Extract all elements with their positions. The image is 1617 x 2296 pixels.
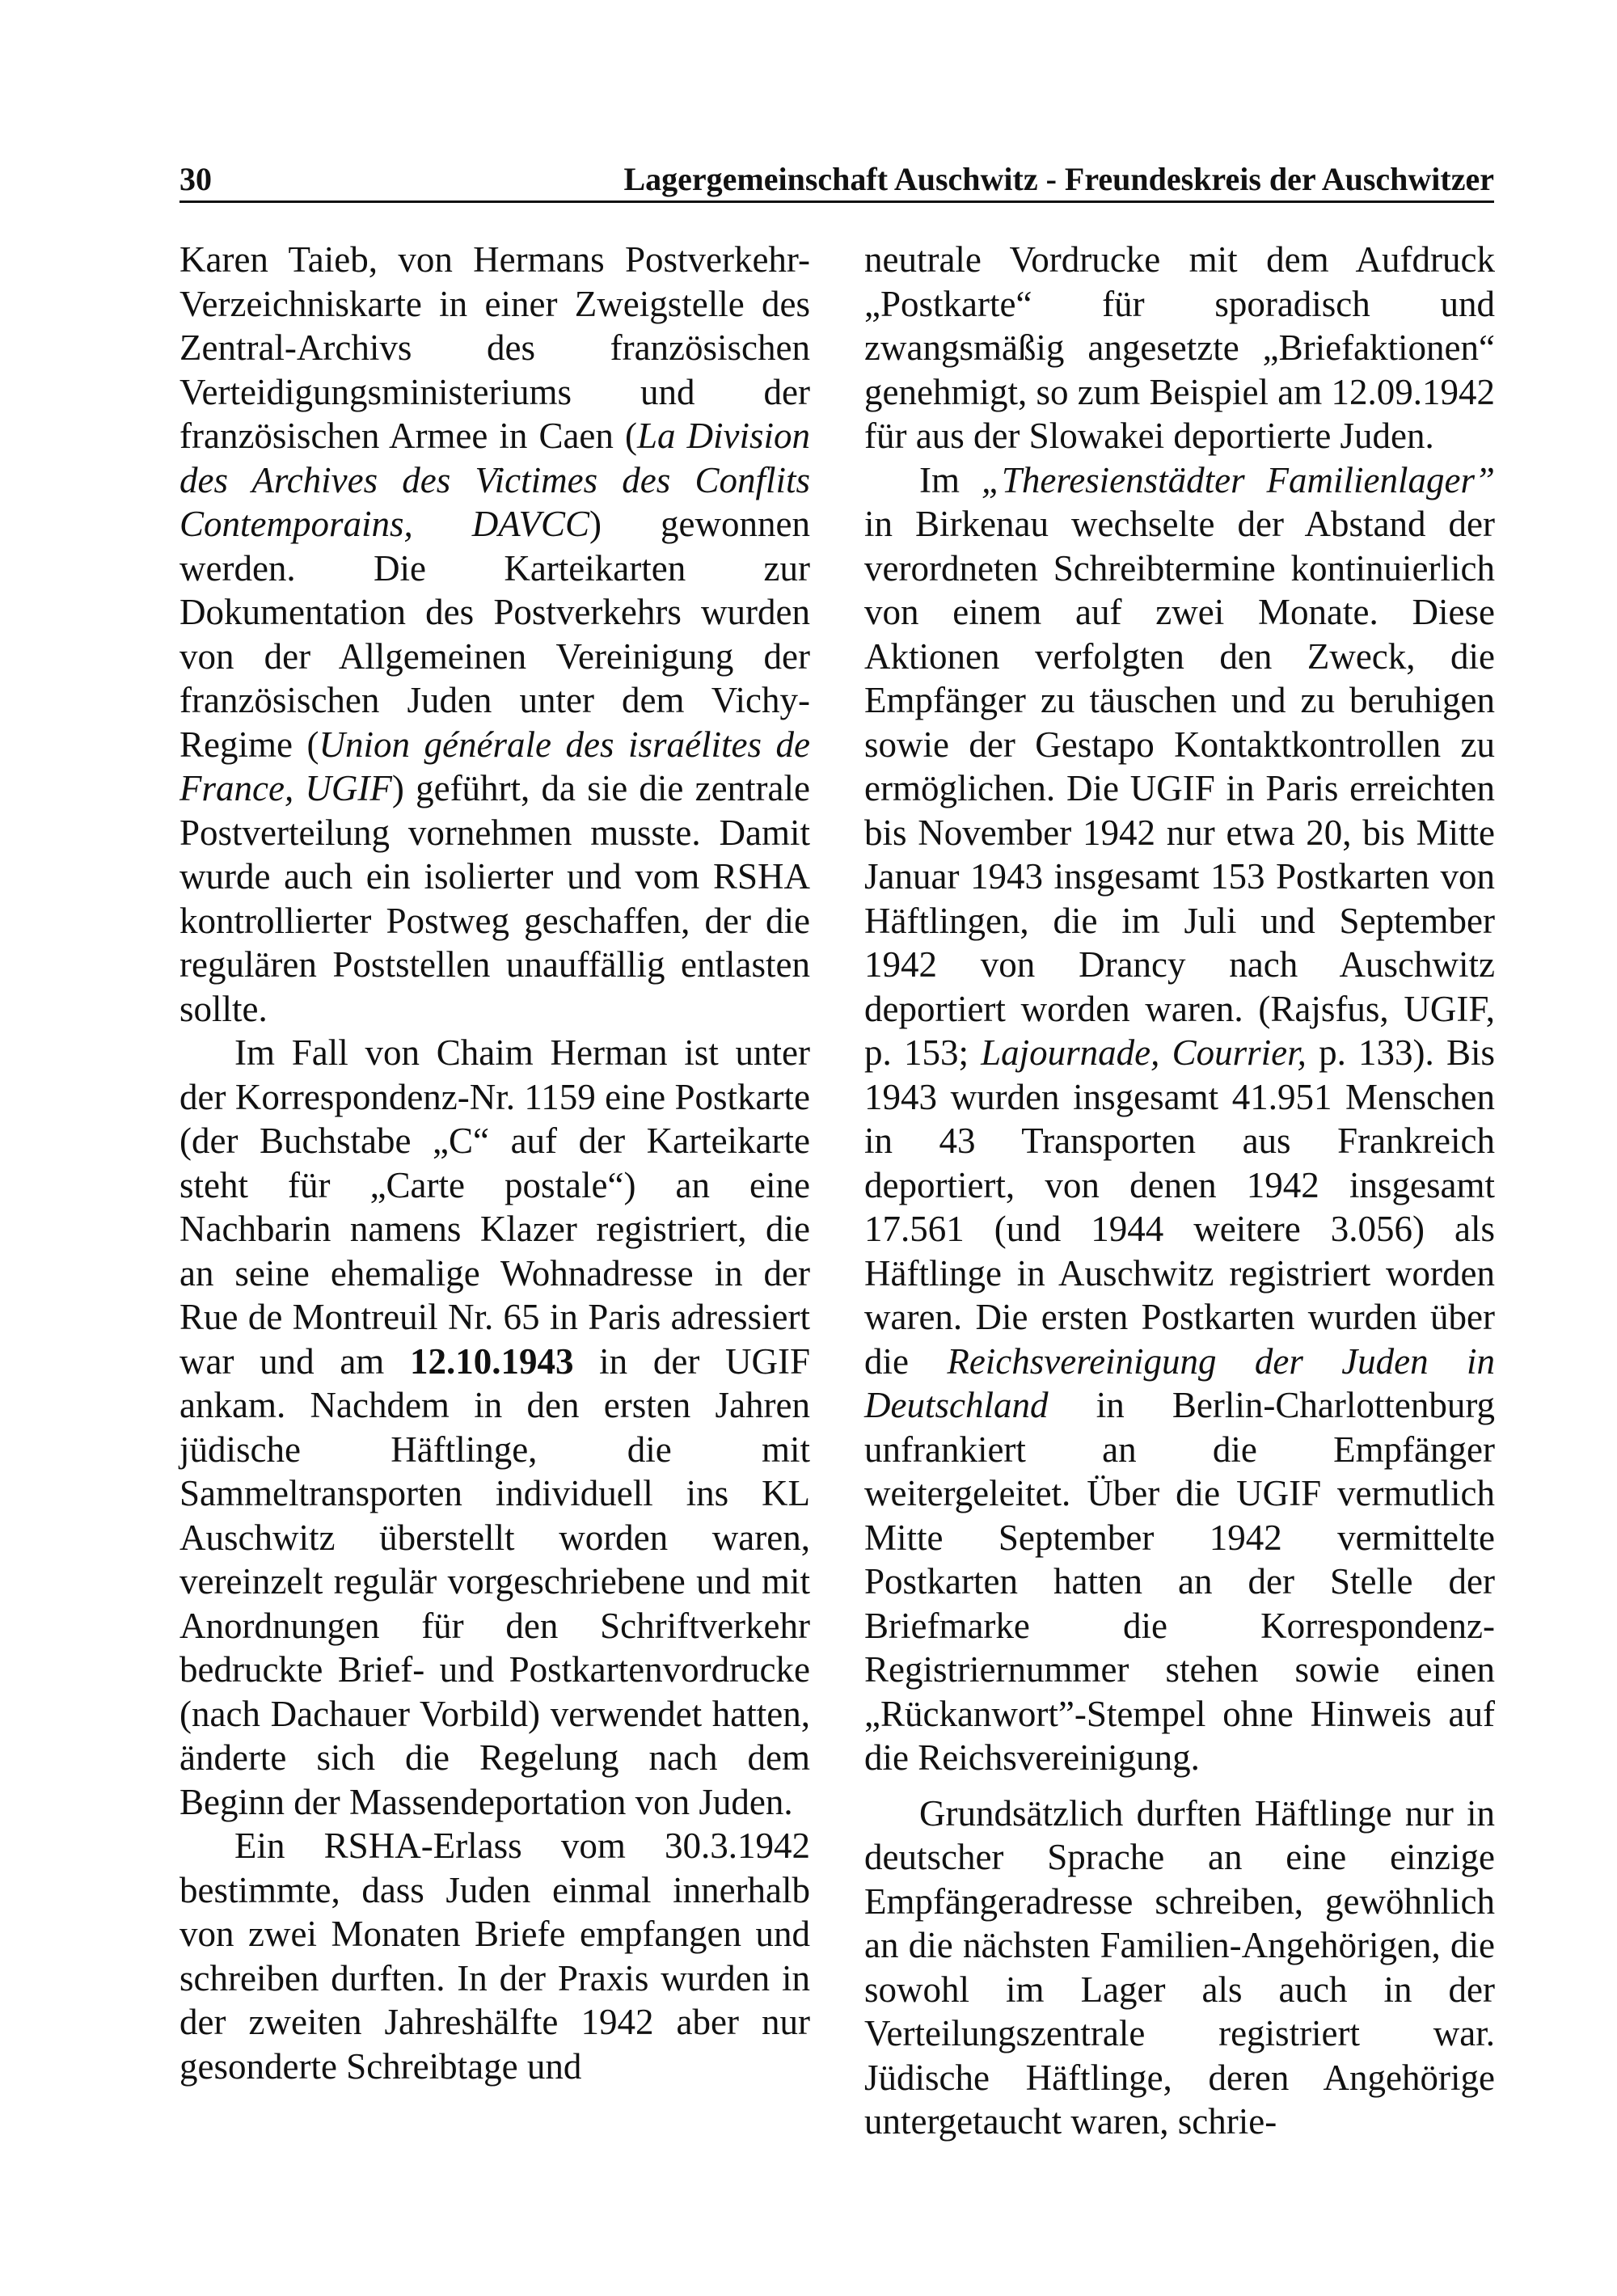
text-run: Im: [919, 459, 982, 500]
right-column: [864, 238, 1495, 2144]
text-run: ) gewonnen werden. Die Karteikarten zur Dokumentation des Postverkehrs wurden von der Allgemeinen Vereinigung der französischen Juden unter dem Vichy-Regime (: [179, 504, 810, 765]
text-run: Im Fall von Chaim Herman ist unter der Korrespondenz-Nr. 1159 eine Postkarte (der Buchstabe „C“ auf der Karteikarte steht für „Carte postale“) an eine Nachbarin namens Klazer registriert, die an seine ehemalige Wohnadresse in der Rue de Montreuil Nr. 65 in Paris adressiert war und am: [179, 1032, 810, 1382]
left-column: [179, 238, 810, 2088]
text-run: ) geführt, da sie die zentrale Postverteilung vornehmen musste. Damit wurde auch ein isolierter und vom RSHA kontrollierter Postweg geschaffen, der die regulären Poststellen unauffällig entlasten sollte.: [179, 768, 810, 1029]
page-number: 30: [179, 161, 212, 197]
text-run: in Birkenau wechselte der Abstand der verordneten Schreibtermine kontinuierlich von einem auf zwei Monate. Diese Aktionen verfolgten den Zweck, die Empfänger zu täuschen und zu beruhigen sowie der Gestapo Kontaktkontrollen zu ermöglichen. Die UGIF in Paris erreichten bis November 1942 nur etwa 20, bis Mitte Januar 1943 insgesamt 153 Postkarten von Häftlingen, die im Juli und September 1942 von Drancy nach Auschwitz deportiert worden waren. (Rajsfus, UGIF, p. 153;: [864, 504, 1495, 1073]
running-title: Lagergemeinschaft Auschwitz - Freundeskreis der Auschwitzer: [623, 161, 1494, 197]
bold-date: 12.10.1943: [409, 1340, 574, 1382]
text-run: p. 133). Bis 1943 wurden insgesamt 41.951 Menschen in 43 Transporten aus Frankreich deportiert, von denen 1942 insgesamt 17.561 (und 1944 weitere 3.056) als Häftlinge in Auschwitz registriert worden waren. Die ersten Postkarten wurden über die: [864, 1032, 1495, 1382]
italic-text-run: La Division des Archives des Victimes des Conflits Contemporains, DAVCC: [179, 416, 810, 544]
text-run: in der UGIF ankam. Nachdem in den ersten Jahren jüdische Häftlinge, die mit Sammeltransporten individuell ins KL Auschwitz überstellt worden waren, vereinzelt regulär vorgeschriebene und mit Anordnungen für den Schriftverkehr bedruckte Brief- und Postkartenvordrucke (nach Dachauer Vorbild) verwendet hatten, änderte sich die Regelung nach dem Beginn der Massendeportation von Juden.: [179, 1340, 810, 1822]
italic-text-run: Union générale des israélites de France, UGIF: [179, 724, 810, 808]
italic-text-run: „Theresienstädter Familienlager”: [981, 459, 1495, 500]
italic-text-run: Reichsvereinigung der Juden in Deutschland: [864, 1340, 1495, 1425]
paragraph: [179, 1031, 810, 1824]
paragraph: [179, 238, 810, 1031]
page-header: [179, 158, 1494, 203]
italic-text-run: Lajournade, Courrier,: [981, 1032, 1307, 1073]
paragraph: Grundsätzlich durften Häftlinge nur in deutscher Sprache an eine einzige Empfängeradresse schreiben, gewöhnlich an die nächsten Familien-Angehörigen, die sowohl im Lager als auch in der Verteilungszentrale registriert war. Jüdische Häftlinge, deren Angehörige untergetaucht waren, schrie-: [864, 1792, 1495, 2142]
text-run: in Berlin-Charlottenburg unfrankiert an die Empfänger weitergeleitet. Über die UGIF vermutlich Mitte September 1942 vermittelte Postkarten hatten an der Stelle der Briefmarke die Korrespondenz-Registriernummer stehen sowie einen „Rückanwort”-Stempel ohne Hinweis auf die Reichsvereinigung.: [864, 1385, 1495, 1778]
text-run: Karen Taieb, von Hermans Postverkehr-Verzeichniskarte in einer Zweigstelle des Zentral-Archivs des französischen Verteidigungsministeriums und der französischen Armee in Caen (: [179, 239, 810, 456]
paragraph: [864, 458, 1495, 1780]
paragraph: Ein RSHA-Erlass vom 30.3.1942 bestimmte, dass Juden einmal innerhalb von zwei Monaten Briefe empfangen und schreiben durften. In der Praxis wurden in der zweiten Jahreshälfte 1942 aber nur gesonderte Schreibtage und: [179, 1825, 810, 2087]
paragraph: neutrale Vordrucke mit dem Aufdruck „Postkarte“ für sporadisch und zwangsmäßig angesetzte „Briefaktionen“ genehmigt, so zum Beispiel am 12.09.1942 für aus der Slowakei deportierte Juden.: [864, 239, 1495, 456]
